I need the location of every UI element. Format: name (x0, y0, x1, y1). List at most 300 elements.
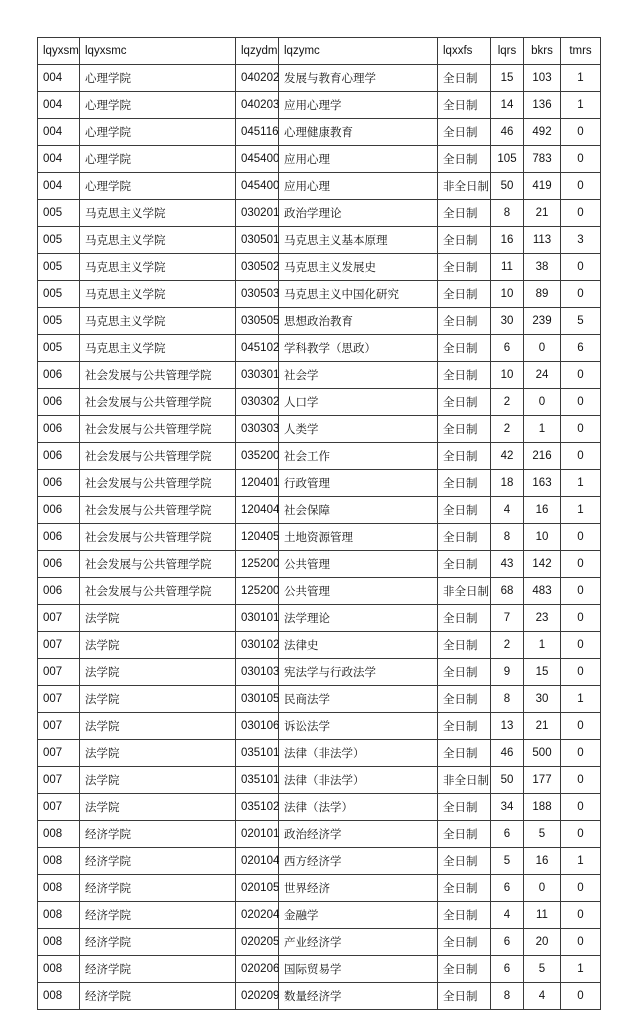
cell-bkrs: 483 (524, 578, 561, 605)
cell-lqyxsm: 006 (38, 551, 80, 578)
column-header-lqzymc[interactable]: lqzymc (279, 38, 438, 65)
table-row[interactable] (38, 956, 601, 983)
cell-lqzymc: 应用心理 (279, 173, 438, 200)
cell-lqxxfs: 全日制 (438, 659, 491, 686)
cell-lqxxfs: 全日制 (438, 821, 491, 848)
cell-lqrs: 8 (491, 200, 524, 227)
cell-lqyxsmc: 社会发展与公共管理学院 (80, 578, 236, 605)
cell-bkrs: 1 (524, 632, 561, 659)
cell-lqyxsm: 005 (38, 200, 80, 227)
cell-lqyxsm: 005 (38, 227, 80, 254)
cell-lqxxfs: 全日制 (438, 200, 491, 227)
cell-lqzydm: 020104 (236, 848, 279, 875)
cell-lqrs: 105 (491, 146, 524, 173)
cell-lqyxsm: 007 (38, 659, 80, 686)
cell-lqyxsm: 007 (38, 767, 80, 794)
cell-lqyxsm: 008 (38, 821, 80, 848)
cell-lqzydm: 030106 (236, 713, 279, 740)
cell-lqxxfs: 全日制 (438, 983, 491, 1010)
column-header-lqxxfs[interactable]: lqxxfs (438, 38, 491, 65)
cell-lqyxsm: 008 (38, 956, 80, 983)
cell-lqrs: 8 (491, 524, 524, 551)
cell-lqzydm: 030105 (236, 686, 279, 713)
table-row[interactable] (38, 605, 601, 632)
cell-lqxxfs: 全日制 (438, 470, 491, 497)
cell-bkrs: 16 (524, 848, 561, 875)
cell-lqzymc: 思想政治教育 (279, 308, 438, 335)
cell-lqzydm: 125200 (236, 551, 279, 578)
cell-lqzymc: 法律（非法学） (279, 767, 438, 794)
table-row[interactable] (38, 929, 601, 956)
table-row[interactable] (38, 389, 601, 416)
cell-tmrs: 1 (561, 470, 601, 497)
cell-lqzymc: 马克思主义基本原理 (279, 227, 438, 254)
cell-lqxxfs: 全日制 (438, 497, 491, 524)
cell-lqyxsm: 004 (38, 65, 80, 92)
cell-tmrs: 1 (561, 956, 601, 983)
cell-lqzymc: 政治学理论 (279, 200, 438, 227)
cell-lqzymc: 国际贸易学 (279, 956, 438, 983)
cell-lqzydm: 035101 (236, 740, 279, 767)
cell-lqzydm: 030201 (236, 200, 279, 227)
cell-lqxxfs: 全日制 (438, 956, 491, 983)
cell-lqyxsmc: 社会发展与公共管理学院 (80, 497, 236, 524)
cell-lqrs: 16 (491, 227, 524, 254)
cell-lqzymc: 诉讼法学 (279, 713, 438, 740)
cell-tmrs: 0 (561, 875, 601, 902)
cell-lqyxsm: 004 (38, 173, 80, 200)
cell-lqzymc: 政治经济学 (279, 821, 438, 848)
cell-lqrs: 6 (491, 821, 524, 848)
cell-lqyxsmc: 社会发展与公共管理学院 (80, 470, 236, 497)
cell-lqzymc: 产业经济学 (279, 929, 438, 956)
cell-lqrs: 4 (491, 902, 524, 929)
cell-lqxxfs: 全日制 (438, 875, 491, 902)
cell-lqxxfs: 全日制 (438, 632, 491, 659)
cell-tmrs: 0 (561, 524, 601, 551)
cell-lqrs: 42 (491, 443, 524, 470)
cell-bkrs: 188 (524, 794, 561, 821)
cell-lqyxsmc: 马克思主义学院 (80, 227, 236, 254)
cell-bkrs: 23 (524, 605, 561, 632)
cell-bkrs: 216 (524, 443, 561, 470)
cell-bkrs: 239 (524, 308, 561, 335)
cell-lqyxsm: 004 (38, 92, 80, 119)
column-header-lqrs[interactable]: lqrs (491, 38, 524, 65)
cell-bkrs: 15 (524, 659, 561, 686)
cell-bkrs: 89 (524, 281, 561, 308)
cell-lqzymc: 社会保障 (279, 497, 438, 524)
cell-bkrs: 21 (524, 713, 561, 740)
cell-lqyxsm: 006 (38, 497, 80, 524)
cell-bkrs: 20 (524, 929, 561, 956)
cell-lqrs: 30 (491, 308, 524, 335)
cell-bkrs: 1 (524, 416, 561, 443)
cell-lqxxfs: 全日制 (438, 308, 491, 335)
cell-lqyxsmc: 法学院 (80, 740, 236, 767)
cell-lqrs: 8 (491, 686, 524, 713)
cell-lqrs: 10 (491, 281, 524, 308)
cell-lqyxsmc: 经济学院 (80, 929, 236, 956)
cell-lqrs: 4 (491, 497, 524, 524)
cell-lqyxsmc: 法学院 (80, 713, 236, 740)
cell-bkrs: 16 (524, 497, 561, 524)
cell-lqyxsmc: 法学院 (80, 632, 236, 659)
table-row[interactable] (38, 227, 601, 254)
table-row[interactable] (38, 848, 601, 875)
cell-tmrs: 0 (561, 200, 601, 227)
cell-lqrs: 2 (491, 389, 524, 416)
cell-lqyxsmc: 马克思主义学院 (80, 335, 236, 362)
cell-lqxxfs: 非全日制 (438, 767, 491, 794)
cell-lqyxsm: 007 (38, 740, 80, 767)
cell-lqzydm: 020209 (236, 983, 279, 1010)
cell-lqyxsm: 008 (38, 875, 80, 902)
table-header (38, 38, 601, 65)
cell-bkrs: 0 (524, 389, 561, 416)
table-row[interactable] (38, 200, 601, 227)
cell-lqrs: 2 (491, 416, 524, 443)
cell-lqrs: 7 (491, 605, 524, 632)
cell-lqzydm: 030503 (236, 281, 279, 308)
cell-lqxxfs: 全日制 (438, 416, 491, 443)
cell-lqyxsmc: 经济学院 (80, 848, 236, 875)
cell-lqrs: 2 (491, 632, 524, 659)
cell-lqyxsm: 008 (38, 848, 80, 875)
cell-lqzydm: 120404 (236, 497, 279, 524)
cell-lqyxsmc: 法学院 (80, 659, 236, 686)
cell-bkrs: 419 (524, 173, 561, 200)
cell-lqyxsm: 008 (38, 983, 80, 1010)
cell-lqzymc: 公共管理 (279, 551, 438, 578)
cell-lqzydm: 030103 (236, 659, 279, 686)
cell-bkrs: 163 (524, 470, 561, 497)
column-header-lqyxsmc[interactable]: lqyxsmc (80, 38, 236, 65)
cell-lqyxsm: 006 (38, 443, 80, 470)
column-header-lqzydm[interactable]: lqzydm (236, 38, 279, 65)
cell-lqyxsmc: 马克思主义学院 (80, 200, 236, 227)
cell-lqyxsmc: 法学院 (80, 794, 236, 821)
cell-tmrs: 0 (561, 713, 601, 740)
cell-tmrs: 0 (561, 551, 601, 578)
cell-tmrs: 0 (561, 578, 601, 605)
table-row[interactable] (38, 713, 601, 740)
cell-lqzymc: 应用心理 (279, 146, 438, 173)
cell-tmrs: 1 (561, 65, 601, 92)
cell-bkrs: 0 (524, 335, 561, 362)
cell-lqxxfs: 全日制 (438, 551, 491, 578)
cell-lqyxsm: 007 (38, 632, 80, 659)
cell-tmrs: 0 (561, 362, 601, 389)
cell-bkrs: 142 (524, 551, 561, 578)
cell-lqzymc: 法律史 (279, 632, 438, 659)
cell-lqzydm: 040202 (236, 65, 279, 92)
cell-lqyxsmc: 马克思主义学院 (80, 281, 236, 308)
cell-lqzydm: 030303 (236, 416, 279, 443)
cell-lqzymc: 发展与教育心理学 (279, 65, 438, 92)
table-row[interactable] (38, 254, 601, 281)
cell-lqxxfs: 非全日制 (438, 578, 491, 605)
cell-tmrs: 0 (561, 659, 601, 686)
cell-lqxxfs: 全日制 (438, 254, 491, 281)
cell-lqyxsm: 007 (38, 605, 80, 632)
cell-lqyxsm: 007 (38, 794, 80, 821)
cell-tmrs: 0 (561, 443, 601, 470)
cell-lqxxfs: 全日制 (438, 794, 491, 821)
table-row[interactable] (38, 551, 601, 578)
cell-lqrs: 6 (491, 929, 524, 956)
cell-lqrs: 34 (491, 794, 524, 821)
cell-lqzydm: 035101 (236, 767, 279, 794)
cell-lqzymc: 公共管理 (279, 578, 438, 605)
cell-lqzymc: 社会学 (279, 362, 438, 389)
cell-lqxxfs: 全日制 (438, 92, 491, 119)
cell-lqzymc: 法学理论 (279, 605, 438, 632)
cell-lqzydm: 020205 (236, 929, 279, 956)
cell-lqyxsm: 005 (38, 308, 80, 335)
cell-lqxxfs: 全日制 (438, 902, 491, 929)
table-row[interactable] (38, 686, 601, 713)
table-row[interactable] (38, 659, 601, 686)
table-row[interactable] (38, 497, 601, 524)
cell-lqxxfs: 全日制 (438, 605, 491, 632)
cell-lqrs: 6 (491, 335, 524, 362)
cell-lqyxsmc: 心理学院 (80, 146, 236, 173)
cell-lqrs: 9 (491, 659, 524, 686)
table-row[interactable] (38, 821, 601, 848)
cell-lqyxsmc: 经济学院 (80, 875, 236, 902)
cell-lqzymc: 数量经济学 (279, 983, 438, 1010)
table-row[interactable] (38, 281, 601, 308)
cell-lqrs: 50 (491, 767, 524, 794)
cell-lqyxsmc: 社会发展与公共管理学院 (80, 524, 236, 551)
cell-lqxxfs: 全日制 (438, 713, 491, 740)
cell-bkrs: 38 (524, 254, 561, 281)
cell-tmrs: 0 (561, 632, 601, 659)
cell-lqzymc: 西方经济学 (279, 848, 438, 875)
cell-lqzydm: 035102 (236, 794, 279, 821)
cell-lqyxsmc: 社会发展与公共管理学院 (80, 443, 236, 470)
cell-lqyxsm: 006 (38, 362, 80, 389)
table-row[interactable] (38, 335, 601, 362)
table-row[interactable] (38, 524, 601, 551)
cell-lqyxsmc: 经济学院 (80, 902, 236, 929)
cell-tmrs: 3 (561, 227, 601, 254)
cell-lqzydm: 020101 (236, 821, 279, 848)
cell-lqxxfs: 全日制 (438, 119, 491, 146)
table-row[interactable] (38, 443, 601, 470)
cell-lqxxfs: 全日制 (438, 443, 491, 470)
cell-lqrs: 5 (491, 848, 524, 875)
cell-lqyxsm: 008 (38, 902, 80, 929)
cell-lqyxsm: 005 (38, 335, 80, 362)
cell-lqrs: 6 (491, 875, 524, 902)
cell-lqxxfs: 全日制 (438, 281, 491, 308)
cell-lqxxfs: 全日制 (438, 335, 491, 362)
cell-lqyxsmc: 心理学院 (80, 92, 236, 119)
cell-lqzydm: 020204 (236, 902, 279, 929)
cell-bkrs: 10 (524, 524, 561, 551)
cell-bkrs: 11 (524, 902, 561, 929)
admission-statistics-table (37, 37, 601, 1010)
table-row[interactable] (38, 983, 601, 1010)
cell-bkrs: 492 (524, 119, 561, 146)
table-row[interactable] (38, 92, 601, 119)
cell-lqxxfs: 非全日制 (438, 173, 491, 200)
cell-lqzydm: 030501 (236, 227, 279, 254)
cell-lqzydm: 030101 (236, 605, 279, 632)
cell-tmrs: 0 (561, 902, 601, 929)
cell-tmrs: 1 (561, 848, 601, 875)
cell-tmrs: 0 (561, 821, 601, 848)
cell-lqzymc: 法律（法学） (279, 794, 438, 821)
cell-lqrs: 15 (491, 65, 524, 92)
cell-tmrs: 0 (561, 254, 601, 281)
cell-lqzydm: 045400 (236, 173, 279, 200)
cell-lqyxsmc: 经济学院 (80, 956, 236, 983)
cell-lqrs: 50 (491, 173, 524, 200)
table-row[interactable] (38, 470, 601, 497)
cell-lqxxfs: 全日制 (438, 524, 491, 551)
cell-lqxxfs: 全日制 (438, 848, 491, 875)
cell-lqzydm: 040203 (236, 92, 279, 119)
cell-lqrs: 8 (491, 983, 524, 1010)
cell-lqzymc: 金融学 (279, 902, 438, 929)
cell-lqyxsm: 004 (38, 119, 80, 146)
cell-lqzymc: 马克思主义发展史 (279, 254, 438, 281)
cell-bkrs: 136 (524, 92, 561, 119)
cell-tmrs: 0 (561, 173, 601, 200)
table-row[interactable] (38, 902, 601, 929)
cell-tmrs: 0 (561, 929, 601, 956)
cell-lqrs: 11 (491, 254, 524, 281)
cell-lqyxsmc: 马克思主义学院 (80, 254, 236, 281)
cell-lqyxsmc: 心理学院 (80, 119, 236, 146)
cell-lqrs: 68 (491, 578, 524, 605)
table-row[interactable] (38, 767, 601, 794)
cell-lqyxsmc: 社会发展与公共管理学院 (80, 389, 236, 416)
cell-tmrs: 0 (561, 119, 601, 146)
cell-lqzydm: 030302 (236, 389, 279, 416)
table-row[interactable] (38, 740, 601, 767)
cell-lqzymc: 心理健康教育 (279, 119, 438, 146)
cell-tmrs: 6 (561, 335, 601, 362)
cell-lqrs: 43 (491, 551, 524, 578)
cell-bkrs: 4 (524, 983, 561, 1010)
cell-tmrs: 0 (561, 740, 601, 767)
cell-lqxxfs: 全日制 (438, 740, 491, 767)
cell-lqzymc: 行政管理 (279, 470, 438, 497)
cell-bkrs: 5 (524, 821, 561, 848)
cell-lqrs: 6 (491, 956, 524, 983)
cell-lqzymc: 宪法学与行政法学 (279, 659, 438, 686)
cell-lqyxsmc: 法学院 (80, 767, 236, 794)
cell-lqzymc: 法律（非法学） (279, 740, 438, 767)
cell-lqyxsmc: 社会发展与公共管理学院 (80, 362, 236, 389)
table-row[interactable] (38, 146, 601, 173)
table-row[interactable] (38, 173, 601, 200)
cell-lqzydm: 030102 (236, 632, 279, 659)
table-scroll-container (37, 37, 600, 1003)
cell-bkrs: 24 (524, 362, 561, 389)
cell-lqrs: 14 (491, 92, 524, 119)
cell-lqrs: 18 (491, 470, 524, 497)
cell-lqyxsmc: 心理学院 (80, 65, 236, 92)
table-row[interactable] (38, 578, 601, 605)
table-row[interactable] (38, 119, 601, 146)
table-row[interactable] (38, 65, 601, 92)
cell-lqyxsm: 007 (38, 713, 80, 740)
column-header-tmrs[interactable]: tmrs (561, 38, 601, 65)
cell-lqzydm: 035200 (236, 443, 279, 470)
cell-tmrs: 1 (561, 92, 601, 119)
cell-lqrs: 46 (491, 119, 524, 146)
cell-lqyxsmc: 社会发展与公共管理学院 (80, 551, 236, 578)
cell-lqzydm: 045400 (236, 146, 279, 173)
table-body (38, 65, 601, 1010)
cell-bkrs: 21 (524, 200, 561, 227)
cell-tmrs: 0 (561, 983, 601, 1010)
cell-lqzydm: 045116 (236, 119, 279, 146)
cell-bkrs: 5 (524, 956, 561, 983)
table-row[interactable] (38, 794, 601, 821)
cell-lqxxfs: 全日制 (438, 146, 491, 173)
cell-bkrs: 30 (524, 686, 561, 713)
cell-lqzymc: 社会工作 (279, 443, 438, 470)
cell-tmrs: 0 (561, 767, 601, 794)
column-header-bkrs[interactable]: bkrs (524, 38, 561, 65)
cell-lqzydm: 030301 (236, 362, 279, 389)
cell-lqzymc: 土地资源管理 (279, 524, 438, 551)
cell-lqxxfs: 全日制 (438, 686, 491, 713)
cell-lqrs: 46 (491, 740, 524, 767)
cell-lqzymc: 民商法学 (279, 686, 438, 713)
cell-lqzymc: 马克思主义中国化研究 (279, 281, 438, 308)
cell-lqzymc: 应用心理学 (279, 92, 438, 119)
cell-lqzydm: 030502 (236, 254, 279, 281)
cell-tmrs: 5 (561, 308, 601, 335)
cell-bkrs: 0 (524, 875, 561, 902)
cell-lqyxsm: 006 (38, 470, 80, 497)
cell-tmrs: 0 (561, 281, 601, 308)
cell-lqyxsmc: 法学院 (80, 686, 236, 713)
cell-lqzymc: 学科教学（思政） (279, 335, 438, 362)
column-header-lqyxsm[interactable]: lqyxsm (38, 38, 80, 65)
cell-bkrs: 113 (524, 227, 561, 254)
cell-lqyxsmc: 经济学院 (80, 983, 236, 1010)
cell-lqxxfs: 全日制 (438, 389, 491, 416)
cell-tmrs: 0 (561, 416, 601, 443)
cell-lqyxsm: 006 (38, 416, 80, 443)
cell-lqzydm: 020105 (236, 875, 279, 902)
cell-tmrs: 0 (561, 146, 601, 173)
table-row[interactable] (38, 362, 601, 389)
table-row[interactable] (38, 632, 601, 659)
table-row[interactable] (38, 416, 601, 443)
table-row[interactable] (38, 308, 601, 335)
cell-lqzydm: 020206 (236, 956, 279, 983)
cell-tmrs: 0 (561, 794, 601, 821)
cell-lqyxsm: 005 (38, 254, 80, 281)
cell-tmrs: 1 (561, 497, 601, 524)
cell-lqzydm: 120405 (236, 524, 279, 551)
cell-lqxxfs: 全日制 (438, 362, 491, 389)
cell-lqyxsm: 005 (38, 281, 80, 308)
cell-lqzydm: 045102 (236, 335, 279, 362)
cell-lqrs: 10 (491, 362, 524, 389)
table-row[interactable] (38, 875, 601, 902)
cell-lqyxsm: 006 (38, 524, 80, 551)
